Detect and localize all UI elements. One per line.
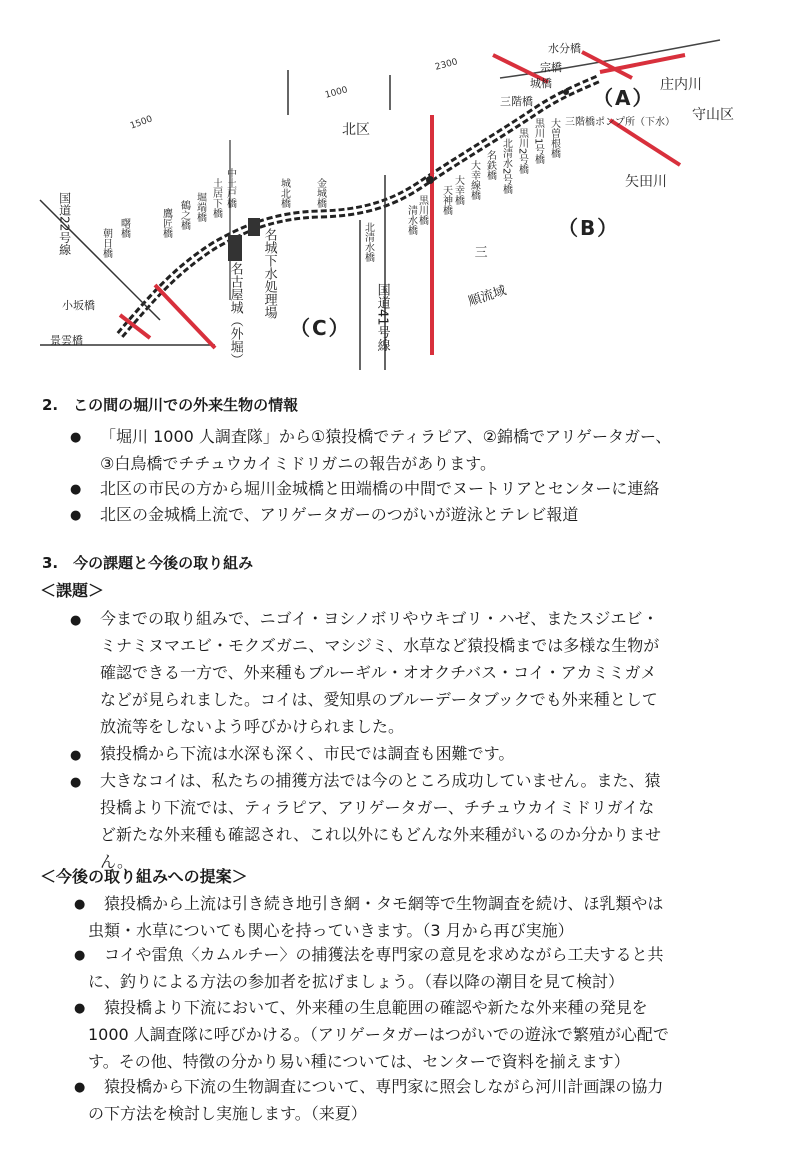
issue-line-8: 投橋より下流では、ティラピア、アリゲータガー、チチュウカイミドリガイな <box>100 798 655 817</box>
issue-line-2: ミナミヌマエビ・モクズガニ、マシジミ、水草など猿投橋までは多様な生物が <box>100 636 660 655</box>
map-label-mei: 名鉄橋 <box>484 150 496 180</box>
map-label-ootoyo: 大曽根橋 <box>548 118 560 158</box>
boundary-line-a3 <box>582 52 632 78</box>
proposal-line-7: す。その他、特徴の分かり易い種については、センターで資料を揃えます） <box>88 1052 630 1071</box>
map-label-ryu: 順流域 <box>466 283 509 310</box>
s2-item-1a: 「堀川 1000 人調査隊」から①猿投橋でティラピア、②錦橋でアリゲータガー、 <box>100 427 672 446</box>
map-label-takanobu: 鷹匠橋 <box>160 208 172 238</box>
map-label-kita: 北区 <box>342 122 370 138</box>
km-2300: 2300 <box>434 57 459 73</box>
river-map <box>0 0 787 380</box>
map-label-komaki: 小坂橋 <box>62 299 95 312</box>
issue-line-9: ど新たな外来種も確認され、これ以外にもどんな外来種がいるのか分かりませ <box>100 825 661 844</box>
map-label-tenjin: 天神橋 <box>440 185 452 215</box>
map-label-kamikuchi: 土居下橋 <box>210 178 222 218</box>
map-label-horibata: 堀端橋 <box>194 192 206 222</box>
issue-line-7: 大きなコイは、私たちの捕獲方法では今のところ成功していません。また、猿 <box>100 771 661 790</box>
map-label-yada: 矢田川 <box>625 174 667 190</box>
bullet-icon: ● <box>74 1080 86 1095</box>
boundary-line-c1 <box>155 285 215 348</box>
map-label-kitashimizu: 北清水橋 <box>362 222 374 262</box>
proposal-line-2: 虫類・水草についても関心を持っていきます。（3 月から再び実施） <box>88 921 574 940</box>
issues-heading: ＜課題＞ <box>40 581 105 600</box>
bullet-icon: ● <box>74 897 86 912</box>
map-label-kuroshi: 黒川橋 <box>416 195 428 225</box>
bullet-icon: ● <box>70 430 82 445</box>
map-label-tsurunoshiro: 鶴之橋 <box>178 200 190 230</box>
map-label-route22: 国道22号線 <box>57 192 72 256</box>
map-zone-a: （A） <box>593 86 655 110</box>
map-label-joboku: 城北橋 <box>278 178 290 208</box>
map-label-sewage: 名城下水処理場 <box>261 228 277 319</box>
bullet-icon: ● <box>70 748 82 763</box>
issue-line-4: などが見られました。コイは、愛知県のブルーデータブックでも外来種として <box>100 690 658 709</box>
proposals-heading: ＜今後の取り組みへの提案＞ <box>40 867 248 886</box>
km-1000: 1000 <box>324 85 349 101</box>
map-label-akebono: 曙橋 <box>118 218 130 238</box>
map-zone-b: （B） <box>558 216 620 240</box>
issue-line-5: 放流等をしないよう呼びかけられました。 <box>100 717 405 736</box>
issue-line-3: 確認できる一方で、外来種もブルーギル・オオクチバス・コイ・アカミミガメ <box>100 663 657 682</box>
section-3-heading: 3. 今の課題と今後の取り組み <box>42 554 254 572</box>
proposal-line-5: 猿投橋より下流において、外来種の生息範囲の確認や新たな外来種の発見を <box>104 998 648 1017</box>
map-label-san: 三 <box>471 245 487 258</box>
s2-item-1b: ③白鳥橋でチチュウカイミドリガニの報告があります。 <box>100 454 496 473</box>
bullet-icon: ● <box>74 1001 86 1016</box>
issue-line-6: 猿投橋から下流は水深も深く、市民では調査も困難です。 <box>100 744 515 763</box>
map-label-kita2: 北清水2号橋 <box>500 138 512 195</box>
km-1500: 1500 <box>128 114 154 132</box>
map-label-moriyama: 守山区 <box>692 107 734 123</box>
proposal-line-4: に、釣りによる方法の参加者を拡げましょう。（春以降の潮目を見て検討） <box>88 972 625 991</box>
proposal-line-8: 猿投橋から下流の生物調査について、専門家に照会しながら河川計画課の協力 <box>104 1077 664 1096</box>
map-label-kurokawa1: 黒川1号橋 <box>532 118 544 165</box>
s2-item-2: 北区の市民の方から堀川金城橋と田端橋の中間でヌートリアとセンターに連絡 <box>100 479 660 498</box>
bullet-icon: ● <box>70 775 82 790</box>
map-label-shonai: 庄内川 <box>660 77 702 93</box>
shonai-river <box>500 40 720 78</box>
bullet-icon: ● <box>70 482 82 497</box>
map-label-mizuwake: 水分橋 <box>548 42 581 55</box>
map-label-keiun: 景雲橋 <box>50 334 83 347</box>
map-label-kurokawa2: 黒川2号橋 <box>516 128 528 175</box>
map-label-route41: 国道41号線 <box>374 283 390 352</box>
map-label-okajin: 大幸線橋 <box>468 160 480 200</box>
issue-line-1: 今までの取り組みで、ニゴイ・ヨシノボリやウキゴリ・ハゼ、またスジエビ・ <box>100 609 659 628</box>
bullet-icon: ● <box>70 613 82 628</box>
map-zone-c: （C） <box>290 316 351 340</box>
bullet-icon: ● <box>74 948 86 963</box>
map-label-ogawa: 大幸橋 <box>452 175 464 205</box>
map-label-sou: 宗橋 <box>540 61 562 74</box>
bullet-icon: ● <box>70 508 82 523</box>
map-label-pump: 三階橋ポンプ所（下水） <box>565 117 675 128</box>
proposal-line-6: 1000 人調査隊に呼びかける。（アリゲータガーはつがいでの遊泳で繁殖が心配で <box>88 1025 669 1044</box>
proposal-line-1: 猿投橋から上流は引き続き地引き網・タモ網等で生物調査を続け、ほ乳類やは <box>104 894 664 913</box>
map-label-ashi: 朝日橋 <box>100 228 112 258</box>
map-label-sankaku: 三階橋 <box>500 95 533 108</box>
proposal-line-3: コイや雷魚〈カムルチー〉の捕獲法を専門家の意見を求めながら工夫すると共 <box>104 945 664 964</box>
issue-line-10: ん。 <box>100 852 133 871</box>
map-drawing <box>0 0 787 380</box>
map-label-shiro: 城橋 <box>530 77 552 90</box>
proposal-line-9: の下方法を検討し実施します。（来夏） <box>88 1104 367 1123</box>
map-label-kinjo: 金城橋 <box>314 178 326 208</box>
s2-item-3: 北区の金城橋上流で、アリゲータガーのつがいが遊泳とテレビ報道 <box>100 505 579 524</box>
section-2-heading: 2. この間の堀川での外来生物の情報 <box>42 396 299 414</box>
map-label-shimizu: 清水橋 <box>405 205 417 235</box>
map-label-tsuchiya: 中土戸橋 <box>224 168 236 208</box>
map-label-castle: 名古屋城（外堀） <box>227 262 243 366</box>
